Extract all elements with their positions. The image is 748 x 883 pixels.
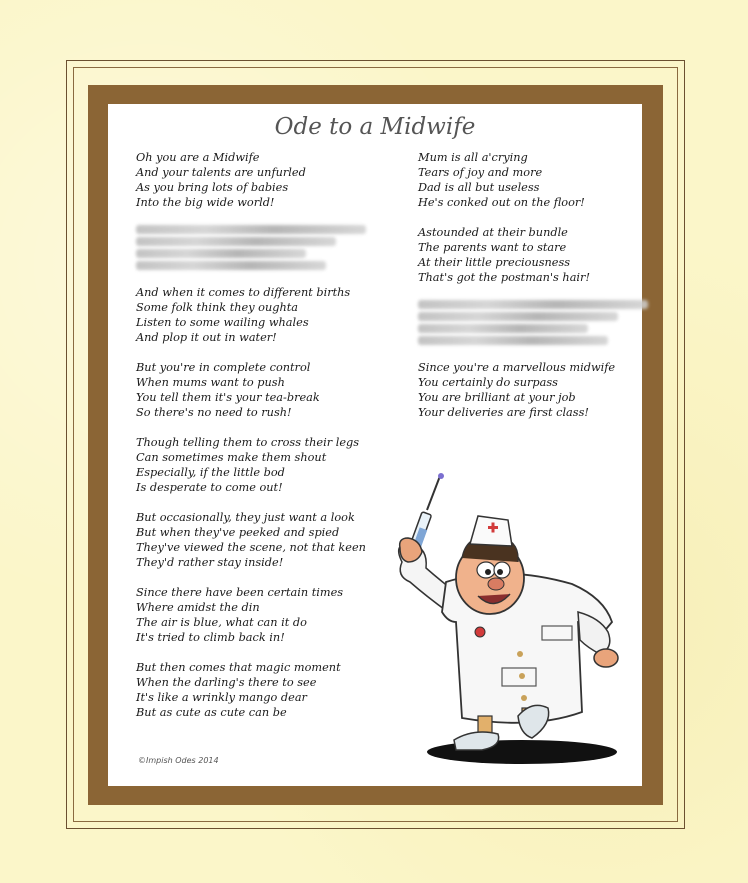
poem-line: But occasionally, they just want a look <box>136 511 355 524</box>
poem-sheet <box>108 104 642 786</box>
poem-line: Your deliveries are first class! <box>418 406 589 419</box>
poem-stanza <box>418 225 633 285</box>
blurred-line <box>136 225 366 234</box>
poem-line: Oh you are a Midwife <box>136 151 260 164</box>
poem-stanza <box>418 150 633 210</box>
blurred-line <box>136 249 306 258</box>
poem-line: Astounded at their bundle <box>418 226 568 239</box>
poem-stanza <box>136 660 386 720</box>
poem-line: Is desperate to come out! <box>136 481 283 494</box>
poem-line: Listen to some wailing whales <box>136 316 309 329</box>
blurred-line <box>136 261 326 270</box>
poem-line: Can sometimes make them shout <box>136 451 327 464</box>
poem-line: Where amidst the din <box>136 601 260 614</box>
poem-stanza <box>136 150 386 210</box>
poem-stanza <box>136 285 386 345</box>
poem-line: But you're in complete control <box>136 361 311 374</box>
blurred-stanza <box>418 300 633 345</box>
blurred-line <box>136 237 336 246</box>
poem-stanza <box>418 360 633 420</box>
poem-line: Mum is all a'crying <box>418 151 528 164</box>
poem-line: When the darling's there to see <box>136 676 317 689</box>
poem-line: And plop it out in water! <box>136 331 277 344</box>
poem-right-column <box>418 150 633 435</box>
poem-line: It's tried to climb back in! <box>136 631 285 644</box>
copyright-notice: ©Impish Odes 2014 <box>138 756 219 765</box>
poem-line: Tears of joy and more <box>418 166 543 179</box>
poem-line: At their little preciousness <box>418 256 571 269</box>
poem-line: But then comes that magic moment <box>136 661 341 674</box>
poem-line: Since you're a marvellous midwife <box>418 361 616 374</box>
poem-line: They'd rather stay inside! <box>136 556 284 569</box>
poem-stanza <box>136 360 386 420</box>
poem-left-column <box>136 150 386 735</box>
poem-line: But when they've peeked and spied <box>136 526 340 539</box>
poem-line: Into the big wide world! <box>136 196 275 209</box>
poem-line: And when it comes to different births <box>136 286 351 299</box>
poem-line: They've viewed the scene, not that keen <box>136 541 366 554</box>
poem-line: It's like a wrinkly mango dear <box>136 691 307 704</box>
blurred-line <box>418 336 608 345</box>
blurred-line <box>418 324 588 333</box>
poem-line: So there's no need to rush! <box>136 406 292 419</box>
poem-line: As you bring lots of babies <box>136 181 289 194</box>
poem-line: You are brilliant at your job <box>418 391 576 404</box>
blurred-line <box>418 300 648 309</box>
poem-line: Dad is all but useless <box>418 181 540 194</box>
midwife-cartoon-illustration <box>382 472 622 772</box>
poem-line: The air is blue, what can it do <box>136 616 307 629</box>
blurred-line <box>418 312 618 321</box>
poem-line: Though telling them to cross their legs <box>136 436 360 449</box>
blurred-stanza <box>136 225 386 270</box>
poem-line: He's conked out on the floor! <box>418 196 585 209</box>
poem-stanza <box>136 435 386 495</box>
poem-stanza <box>136 510 386 570</box>
poem-line: You certainly do surpass <box>418 376 558 389</box>
poem-line: The parents want to stare <box>418 241 567 254</box>
poem-title: Ode to a Midwife <box>274 114 476 140</box>
poem-line: When mums want to push <box>136 376 285 389</box>
poem-line: But as cute as cute can be <box>136 706 287 719</box>
poem-line: Some folk think they oughta <box>136 301 299 314</box>
poem-line: And your talents are unfurled <box>136 166 306 179</box>
poem-stanza <box>136 585 386 645</box>
poem-line: That's got the postman's hair! <box>418 271 590 284</box>
poem-line: Since there have been certain times <box>136 586 344 599</box>
poem-line: You tell them it's your tea-break <box>136 391 320 404</box>
poem-line: Especially, if the little bod <box>136 466 285 479</box>
